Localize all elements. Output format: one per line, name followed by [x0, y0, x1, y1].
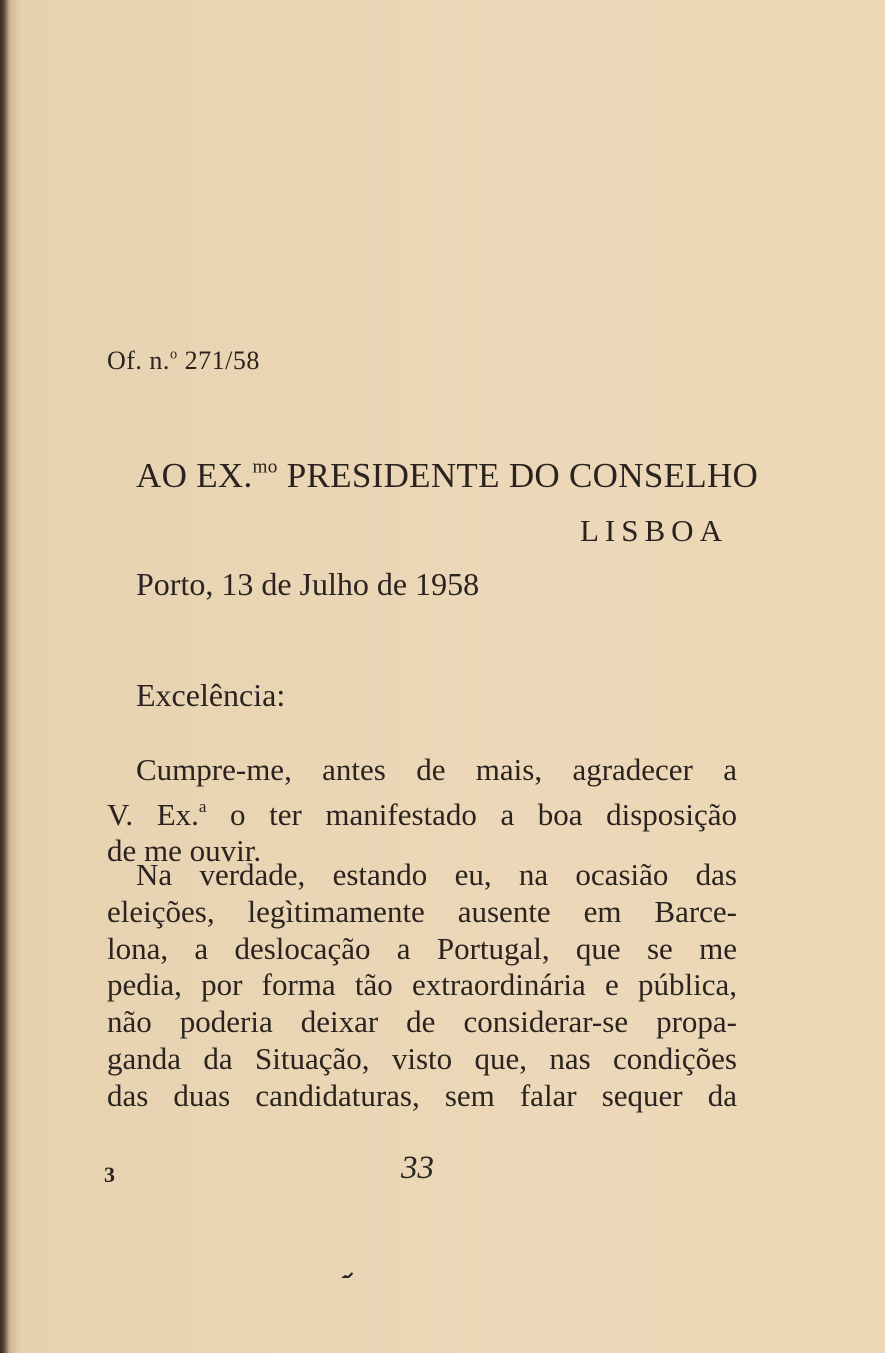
signature-mark: 3	[104, 1162, 115, 1187]
addressee-line	[136, 456, 758, 496]
salutation: Excelência:	[136, 677, 286, 713]
page-number: 33	[401, 1150, 434, 1186]
city-line: LISBOA	[580, 513, 728, 548]
ink-speck-icon	[340, 1270, 354, 1280]
addressee-sup: mo	[252, 456, 278, 478]
paragraph-1-line-2-prefix: V. Ex.	[107, 796, 199, 832]
paragraph-2-line-1: Na verdade, estando eu, na ocasião das	[136, 857, 737, 892]
reference-prefix: Of. n.	[107, 346, 170, 375]
paragraph-2-line-6: ganda da Situação, visto que, nas condições	[107, 1040, 737, 1076]
paragraph-1-line-3: de me ouvir.	[107, 833, 262, 869]
paragraph-1-line-2-sup: a	[198, 796, 207, 816]
paragraph-2	[107, 857, 737, 1115]
page-edge-shadow	[0, 0, 10, 1353]
reference-value: 271/58	[177, 346, 260, 375]
paragraph-2-line-4: pedia, por forma tão extraordinária e pública,	[107, 967, 737, 1003]
dateline: Porto, 13 de Julho de 1958	[136, 566, 480, 602]
paragraph-1-line-2	[107, 789, 737, 834]
paragraph-1-line-1: Cumpre-me, antes de mais, agradecer a	[136, 752, 737, 787]
paragraph-2-line-3: lona, a deslocação a Portugal, que se me	[107, 930, 737, 966]
paragraph-1	[107, 752, 737, 870]
paragraph-2-line-7: das duas candidaturas, sem falar sequer da	[107, 1077, 737, 1113]
addressee-before: AO EX.	[136, 456, 253, 495]
reference-sup: o	[169, 346, 178, 363]
paragraph-1-line-2-text: o ter manifestado a boa disposição	[230, 796, 738, 832]
reference-number	[107, 346, 260, 376]
addressee-after: PRESIDENTE DO CONSELHO	[277, 456, 759, 495]
paragraph-2-line-2: eleições, legìtimamente ausente em Barce-	[107, 893, 737, 929]
paragraph-2-line-5: não poderia deixar de considerar-se propa-	[107, 1004, 737, 1040]
